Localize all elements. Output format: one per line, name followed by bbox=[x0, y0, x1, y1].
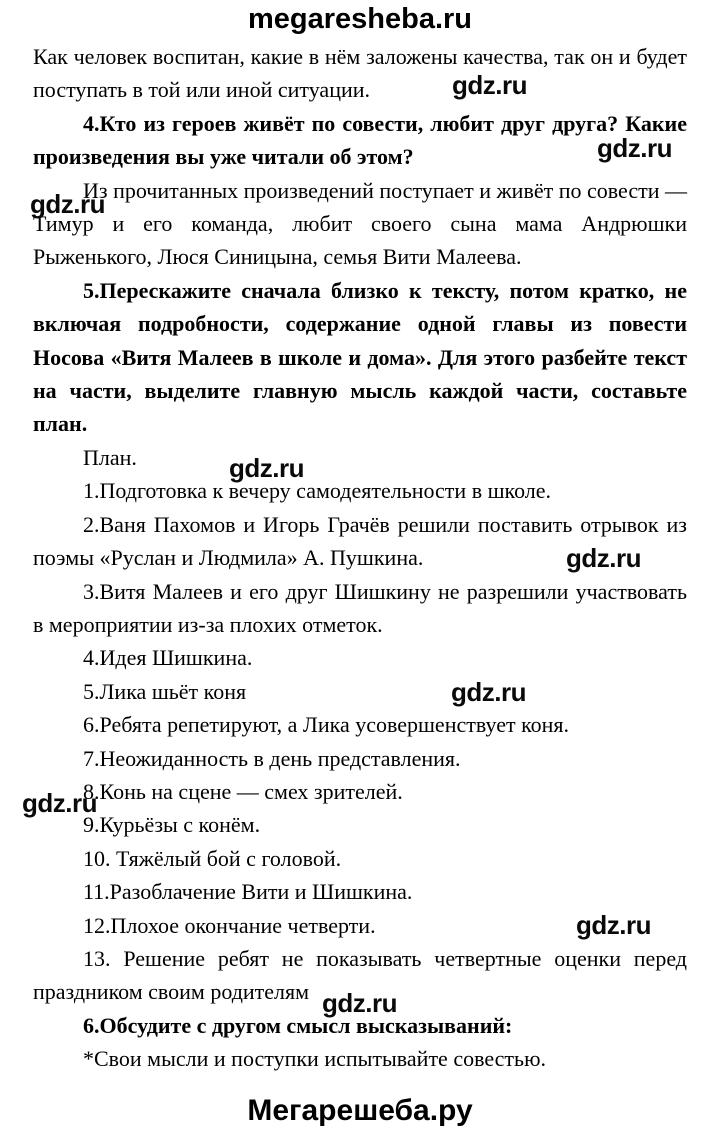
paragraph-14: 9.Курьёзы с конём. bbox=[83, 812, 261, 838]
paragraph-18: 13. Решение ребят не показывать четвертные оценки перед праздником своим родителям bbox=[33, 945, 687, 1005]
paragraph-12: 7.Неожиданность в день представления. bbox=[83, 745, 461, 771]
gdz-watermark-9: gdz.ru bbox=[322, 988, 397, 1018]
paragraph-10: 5.Лика шьёт коня bbox=[83, 678, 247, 704]
gdz-watermark-2: gdz.ru bbox=[597, 133, 672, 163]
site-header bbox=[0, 0, 720, 35]
gdz-watermark-3: gdz.ru bbox=[30, 189, 105, 219]
paragraph-19: 6.Обсудите с другом смысл высказываний: bbox=[83, 1012, 513, 1038]
paragraph-4: 5.Перескажите сначала близко к тексту, потом кратко, не включая подробности, содержание одной главы из повести Носова «Витя Малеев в школе и дома». Для этого разбейте текст на части, выделите главную мысль каждой части, составьте план. bbox=[33, 277, 687, 437]
gdz-watermark-4: gdz.ru bbox=[229, 453, 304, 483]
gdz-watermark-8: gdz.ru bbox=[576, 910, 651, 940]
paragraph-9: 4.Идея Шишкина. bbox=[83, 645, 253, 671]
site-title-bottom: Мегарешеба.ру bbox=[247, 1094, 473, 1127]
paragraph-1: Как человек воспитан, какие в нём заложены качества, так он и будет поступать в той или иной ситуации. bbox=[33, 44, 687, 103]
paragraph-17: 12.Плохое окончание четверти. bbox=[83, 912, 376, 938]
paragraph-5: План. bbox=[83, 444, 137, 470]
site-title-top: megaresheba.ru bbox=[247, 3, 473, 35]
paragraph-13: 8.Конь на сцене — смех зрителей. bbox=[83, 778, 403, 804]
paragraph-20: *Свои мысли и поступки испытывайте совестью. bbox=[83, 1046, 547, 1072]
paragraph-8: 3.Витя Малеев и его друг Шишкину не разрешили участвовать в мероприятии из-за плохих отметок. bbox=[33, 578, 687, 637]
gdz-watermark-6: gdz.ru bbox=[451, 677, 526, 707]
paragraph-15: 10. Тяжёлый бой с головой. bbox=[83, 845, 342, 871]
paragraph-7: 2.Ваня Пахомов и Игорь Грачёв решили поставить отрывок из поэмы «Руслан и Людмила» А. Пушкина. bbox=[33, 511, 687, 571]
gdz-watermark-1: gdz.ru bbox=[452, 70, 527, 100]
paragraph-16: 11.Разоблачение Вити и Шишкина. bbox=[83, 879, 413, 905]
paragraph-2: 4.Кто из героев живёт по совести, любит друг друга? Какие произведения вы уже читали об этом? bbox=[33, 110, 687, 170]
paragraph-3: Из прочитанных произведений поступает и живёт по совести — Тимур и его команда, любит своего сына мама Андрюшки Рыженького, Люся Синицына, семья Вити Малеева. bbox=[33, 177, 687, 270]
paragraph-6: 1.Подготовка к вечеру самодеятельности в школе. bbox=[83, 478, 552, 504]
gdz-watermark-7: gdz.ru bbox=[22, 788, 97, 818]
paragraph-11: 6.Ребята репетируют, а Лика усовершенствует коня. bbox=[83, 712, 570, 738]
gdz-watermark-5: gdz.ru bbox=[566, 543, 641, 573]
